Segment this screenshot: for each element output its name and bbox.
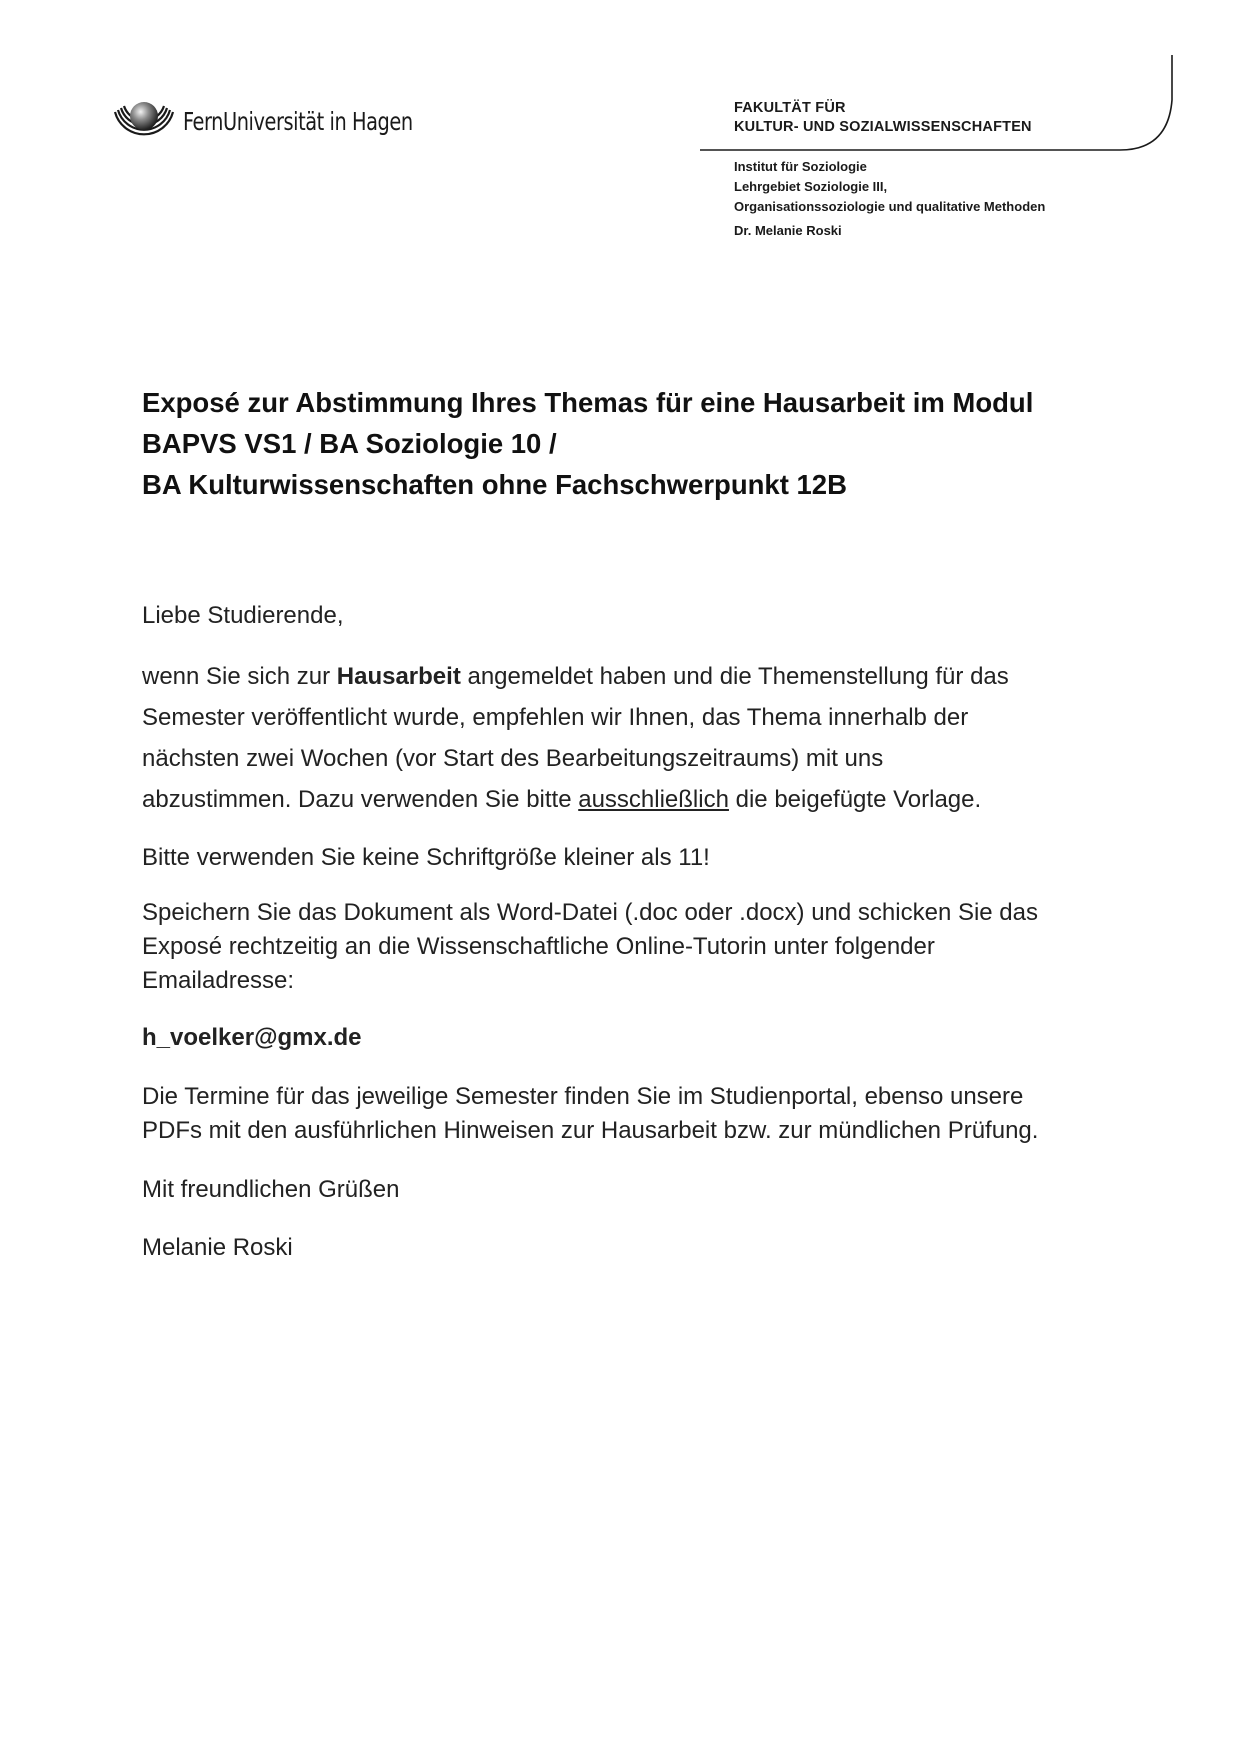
- faculty-line-2: KULTUR- UND SOZIALWISSENSCHAFTEN: [734, 119, 1032, 135]
- paragraph-dates: [142, 1080, 1142, 1148]
- paragraph-save-send: [142, 896, 1142, 998]
- paragraph-dates-line-1: Die Termine für das jeweilige Semester finden Sie im Studienportal, ebenso unsere: [142, 1083, 1024, 1110]
- p1-text-before: wenn Sie sich zur: [142, 663, 337, 690]
- letter-body: [142, 598, 1142, 1266]
- paragraph-instructions-line-1: [142, 656, 1142, 697]
- p1-line1-rest: angemeldet haben und die Themenstellung für das: [460, 663, 1009, 690]
- institute-line-2: Lehrgebiet Soziologie III,: [734, 179, 888, 194]
- paragraph-dates-line-2: PDFs mit den ausführlichen Hinweisen zur Hausarbeit bzw. zur mündlichen Prüfung.: [142, 1117, 1039, 1144]
- institute-block: [734, 157, 1045, 241]
- contact-person: Dr. Melanie Roski: [734, 223, 842, 238]
- fernuni-emblem-icon: [111, 94, 177, 160]
- paragraph-instructions-line-4: [142, 779, 1142, 820]
- contact-email: h_voelker@gmx.de: [142, 1024, 362, 1051]
- salutation: Liebe Studierende,: [142, 602, 344, 629]
- paragraph-font-size: Bitte verwenden Sie keine Schriftgröße kleiner als 11!: [142, 844, 710, 871]
- paragraph-save-send-line-3: Emailadresse:: [142, 967, 295, 994]
- paragraph-instructions-line-2: Semester veröffentlicht wurde, empfehlen wir Ihnen, das Thema innerhalb der: [142, 704, 969, 731]
- title-line-3: BA Kulturwissenschaften ohne Fachschwerpunkt 12B: [142, 469, 847, 500]
- paragraph-save-send-line-1: Speichern Sie das Dokument als Word-Datei (.doc oder .docx) und schicken Sie das: [142, 899, 1039, 926]
- logo-text: FernUniversität in Hagen: [183, 107, 413, 136]
- institute-line-1: Institut für Soziologie: [734, 159, 867, 174]
- p1-line4-before: abzustimmen. Dazu verwenden Sie bitte: [142, 786, 579, 813]
- paragraph-save-send-line-2: Exposé rechtzeitig an die Wissenschaftliche Online-Tutorin unter folgender: [142, 933, 935, 960]
- title-line-2: BAPVS VS1 / BA Soziologie 10 /: [142, 428, 557, 459]
- faculty-block: [734, 99, 1032, 137]
- institute-line-3: Organisationssoziologie und qualitative Methoden: [734, 199, 1046, 214]
- p1-line4-after: die beigefügte Vorlage.: [728, 786, 982, 813]
- document-title: [142, 382, 1142, 505]
- university-logo: [111, 94, 441, 160]
- title-line-1: Exposé zur Abstimmung Ihres Themas für eine Hausarbeit im Modul: [142, 387, 1034, 418]
- closing: Mit freundlichen Grüßen: [142, 1176, 400, 1203]
- p1-underline-ausschliesslich: ausschließlich: [578, 786, 729, 813]
- paragraph-instructions: [142, 656, 1142, 820]
- p1-bold-hausarbeit: Hausarbeit: [336, 663, 461, 690]
- faculty-line-1: FAKULTÄT FÜR: [734, 100, 846, 116]
- paragraph-instructions-line-3: nächsten zwei Wochen (vor Start des Bearbeitungszeitraums) mit uns: [142, 745, 884, 772]
- signature: Melanie Roski: [142, 1234, 293, 1261]
